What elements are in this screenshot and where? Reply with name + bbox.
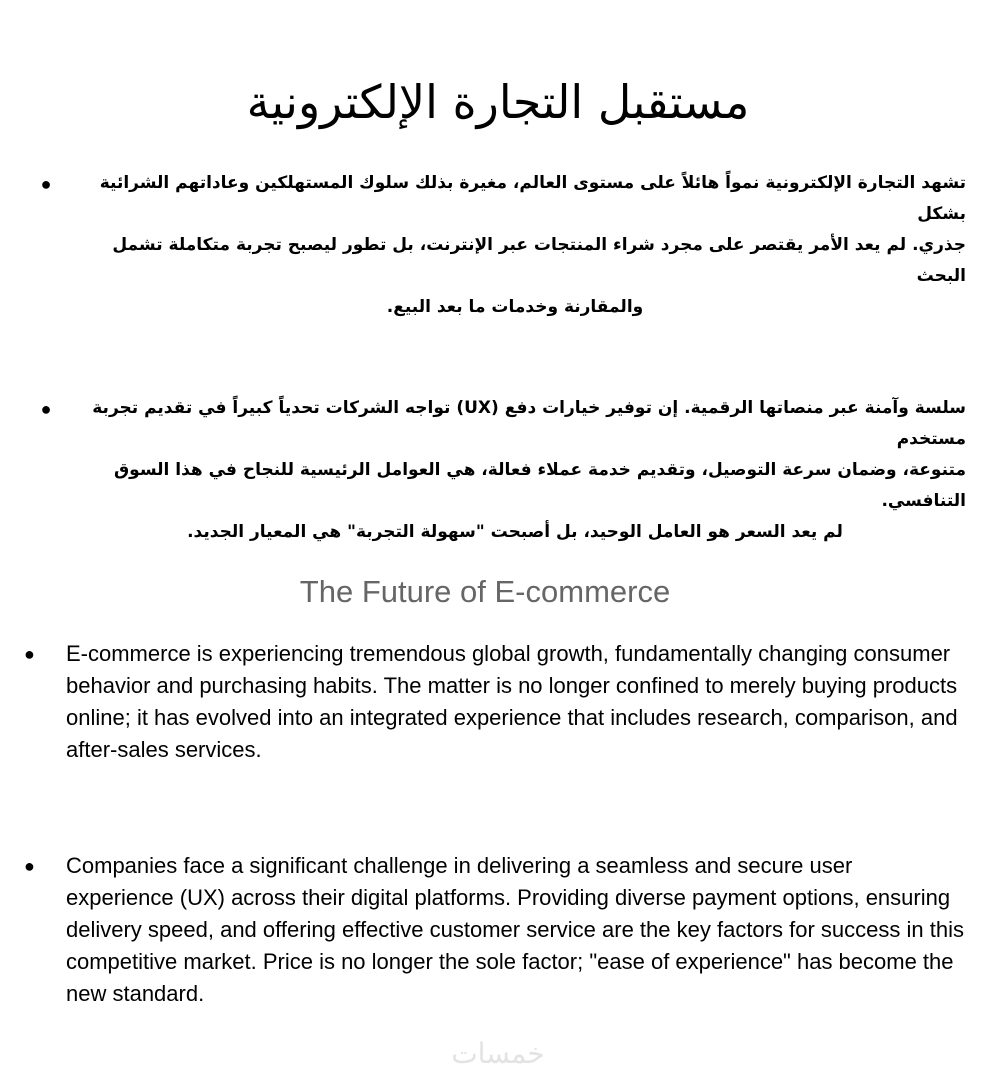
bullet-icon: ● bbox=[24, 856, 35, 876]
english-paragraph-1: E-commerce is experiencing tremendous global growth, fundamentally changing consumer behavior and purchasing habits. The matter is no longer confined to merely buying products online; it has evolved into an integrated experience that includes research, comparison, and after-sales services. bbox=[66, 641, 958, 762]
text-line: والمقارنة وخدمات ما بعد البيع. bbox=[386, 297, 644, 317]
arabic-title: مستقبل التجارة الإلكترونية bbox=[246, 75, 750, 129]
english-title: The Future of E-commerce bbox=[299, 574, 671, 609]
watermark-logo: خمسات bbox=[451, 1037, 545, 1070]
text-line: تشهد التجارة الإلكترونية نمواً هائلاً على مستوى العالم، مغيرة بذلك سلوك المستهلكين وعاداتهم الشرائية بشكل bbox=[99, 173, 966, 224]
english-paragraph-2: Companies face a significant challenge in delivering a seamless and secure user experience (UX) across their digital platforms. Providing diverse payment options, ensuring delivery speed, and offering effective customer service are the key factors for success in this competitive market. Price is no longer the sole factor; "ease of experience" has become the new standard. bbox=[66, 853, 964, 1006]
bullet-icon: ● bbox=[40, 174, 52, 194]
bullet-icon: ● bbox=[24, 644, 35, 664]
english-bullet-item-1 bbox=[24, 638, 966, 766]
arabic-paragraph-1 bbox=[64, 168, 966, 323]
text-line: سلسة وآمنة عبر منصاتها الرقمية. إن توفير خيارات دفع (UX) تواجه الشركات تحدياً كبيراً في تقديم تجربة مستخدم bbox=[92, 398, 966, 449]
arabic-bullet-item-1 bbox=[28, 168, 966, 323]
text-line: متنوعة، وضمان سرعة التوصيل، وتقديم خدمة عملاء فعالة، هي العوامل الرئيسية للنجاح في هذا السوق التنافسي. bbox=[113, 460, 966, 511]
bullet-icon: ● bbox=[40, 399, 52, 419]
arabic-bullet-item-2 bbox=[28, 393, 966, 548]
text-line: جذري. لم يعد الأمر يقتصر على مجرد شراء المنتجات عبر الإنترنت، بل تطور ليصبح تجربة متكاملة تشمل البحث bbox=[112, 235, 966, 286]
arabic-paragraph-2 bbox=[64, 393, 966, 548]
text-line: لم يعد السعر هو العامل الوحيد، بل أصبحت "سهولة التجربة" هي المعيار الجديد. bbox=[187, 522, 843, 542]
english-bullet-item-2 bbox=[24, 850, 966, 1010]
